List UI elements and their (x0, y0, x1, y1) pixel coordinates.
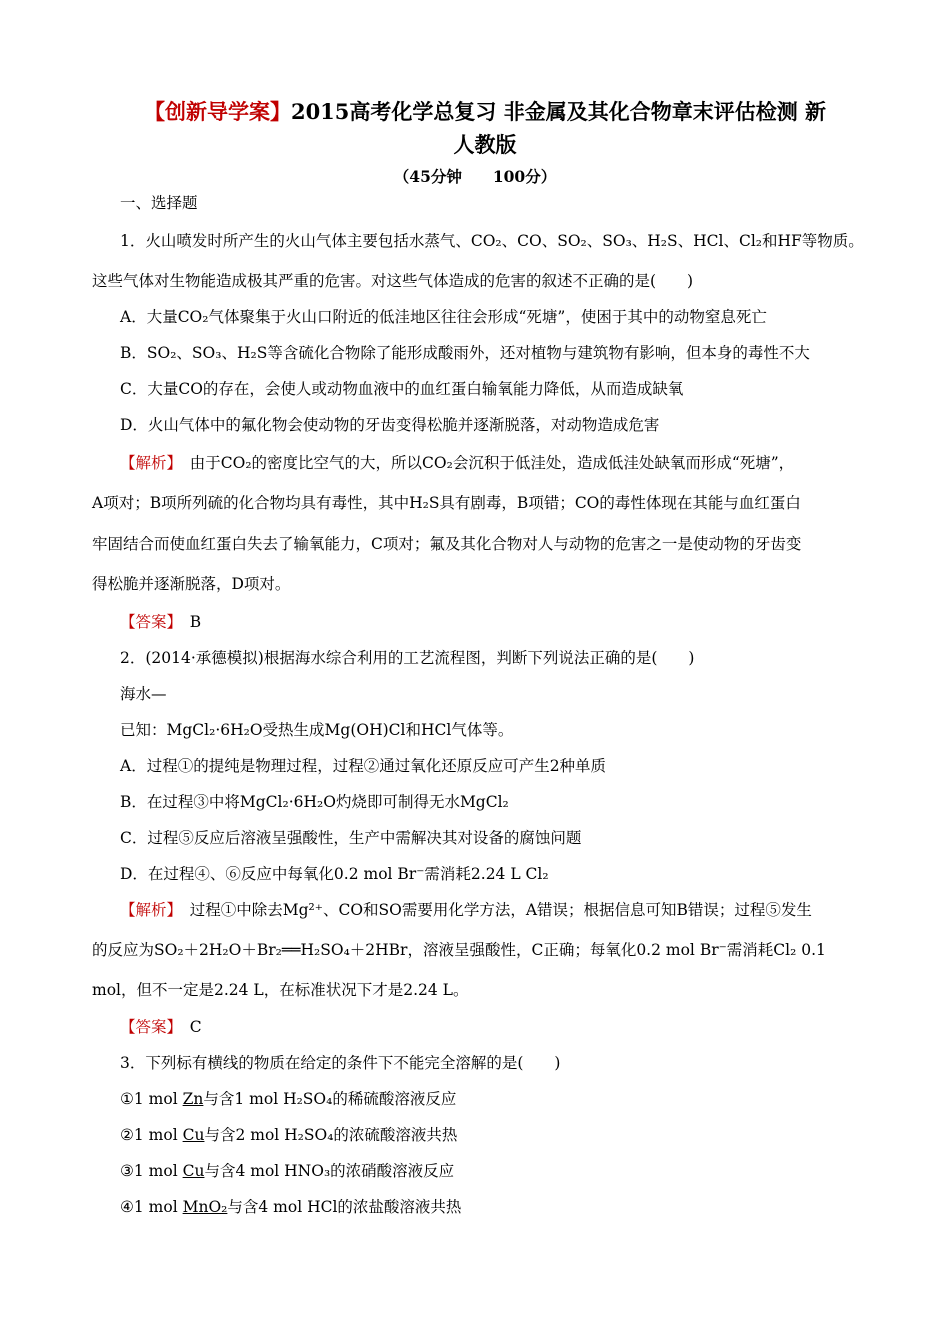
q3-item-4: ④1 mol MnO₂与含4 mol HCl的浓盐酸溶液共热 (120, 1198, 462, 1216)
q2-option-b: B．在过程③中将MgCl₂·6H₂O灼烧即可制得无水MgCl₂ (120, 793, 509, 811)
title-tag: 【创新导学案】 (143, 99, 291, 124)
q1-option-c: C．大量CO的存在，会使人或动物血液中的血红蛋白输氧能力降低，从而造成缺氧 (120, 380, 684, 398)
q2-answer: 【答案】 C (120, 1018, 202, 1036)
q3-item-1: ①1 mol Zn与含1 mol H₂SO₄的稀硫酸溶液反应 (120, 1090, 457, 1108)
q2-flow-chart-label: 海水— (120, 685, 167, 703)
underlined-substance: Cu (182, 1162, 205, 1180)
section-heading: 一、选择题 (120, 194, 198, 212)
q2-stem: 2．(2014·承德模拟)根据海水综合利用的工艺流程图，判断下列说法正确的是( ) (120, 649, 695, 667)
q2-analysis-line1: 【解析】 过程①中除去Mg²⁺、CO和SO需要用化学方法，A错误；根据信息可知B错误；过程⑤发生 (120, 901, 812, 919)
q1-analysis-line4: 得松脆并逐渐脱落，D项对。 (92, 575, 291, 593)
q2-known: 已知：MgCl₂·6H₂O受热生成Mg(OH)Cl和HCl气体等。 (120, 721, 514, 739)
q3-item-2: ②1 mol Cu与含2 mol H₂SO₄的浓硫酸溶液共热 (120, 1126, 458, 1144)
q1-option-b: B．SO₂、SO₃、H₂S等含硫化合物除了能形成酸雨外，还对植物与建筑物有影响，但本身的毒性不大 (120, 344, 810, 362)
q3-stem: 3．下列标有横线的物质在给定的条件下不能完全溶解的是( ) (120, 1054, 561, 1072)
q1-analysis-line1: 【解析】 由于CO₂的密度比空气的大，所以CO₂会沉积于低洼处，造成低洼处缺氧而形成“死塘”， (120, 454, 795, 472)
underlined-substance: Cu (182, 1126, 205, 1144)
q2-option-c: C．过程⑤反应后溶液呈强酸性，生产中需解决其对设备的腐蚀问题 (120, 829, 582, 847)
q1-stem-line1: 1．火山喷发时所产生的火山气体主要包括水蒸气、CO₂、CO、SO₂、SO₃、H₂S、HCl、Cl₂和HF等物质。 (120, 232, 864, 250)
q2-analysis-line2: 的反应为SO₂＋2H₂O＋Br₂══H₂SO₄＋2HBr，溶液呈强酸性，C正确；每氧化0.2 mol Br⁻需消耗Cl₂ 0.1 (92, 941, 826, 959)
document-title-line2: 人教版 (453, 132, 517, 157)
underlined-substance: Zn (182, 1090, 204, 1108)
q2-option-d: D．在过程④、⑥反应中每氧化0.2 mol Br⁻需消耗2.24 L Cl₂ (120, 865, 549, 883)
q1-stem-line2: 这些气体对生物能造成极其严重的危害。对这些气体造成的危害的叙述不正确的是( ) (92, 272, 694, 290)
time-score: （45分钟 100分） (393, 167, 557, 186)
answer-tag: 【答案】 (120, 613, 175, 631)
q1-analysis-line2: A项对；B项所列硫的化合物均具有毒性，其中H₂S具有剧毒，B项错；CO的毒性体现在其能与血红蛋白 (92, 494, 801, 512)
underlined-substance: MnO₂ (182, 1198, 228, 1216)
q1-analysis-line3: 牢固结合而使血红蛋白失去了输氧能力，C项对；氟及其化合物对人与动物的危害之一是使动物的牙齿变 (92, 535, 802, 553)
q1-option-d: D．火山气体中的氟化物会使动物的牙齿变得松脆并逐渐脱落，对动物造成危害 (120, 416, 660, 434)
q3-item-3: ③1 mol Cu与含4 mol HNO₃的浓硝酸溶液反应 (120, 1162, 455, 1180)
document-title-line1: 【创新导学案】2015高考化学总复习 非金属及其化合物章末评估检测 新 (143, 99, 827, 124)
analysis-tag: 【解析】 (120, 901, 175, 919)
analysis-tag: 【解析】 (120, 454, 175, 472)
q1-answer: 【答案】 B (120, 613, 202, 631)
answer-tag: 【答案】 (120, 1018, 175, 1036)
q2-analysis-line3: mol，但不一定是2.24 L，在标准状况下才是2.24 L。 (92, 981, 469, 999)
q1-option-a: A．大量CO₂气体聚集于火山口附近的低洼地区往往会形成“死塘”，使困于其中的动物窒息死亡 (120, 308, 767, 326)
q2-option-a: A．过程①的提纯是物理过程，过程②通过氧化还原反应可产生2种单质 (120, 757, 607, 775)
